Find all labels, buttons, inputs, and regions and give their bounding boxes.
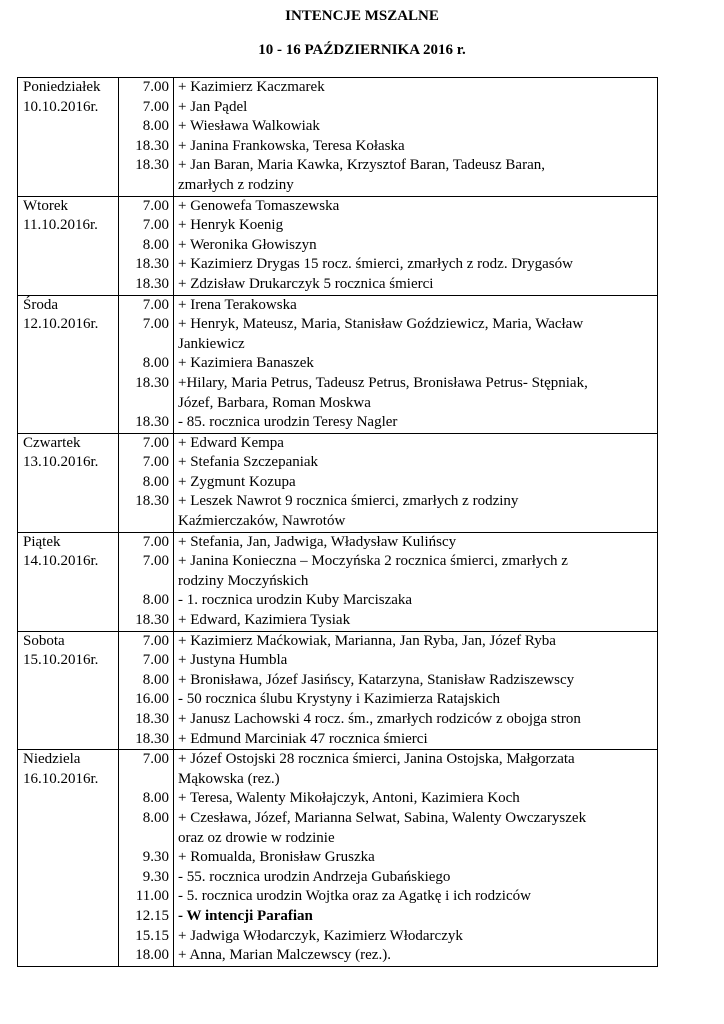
day-row [18,196,658,295]
day-row [18,631,658,750]
intention-text: - 55. rocznica urodzin Andrzeja Gubańskiego [178,868,451,885]
day-date: 16.10.2016r. [23,770,99,787]
day-cell [18,532,119,631]
mass-time: 8.00 [142,118,169,135]
mass-time: 18.00 [135,947,169,964]
day-date: 10.10.2016r. [23,98,99,115]
intention-text: - 1. rocznica urodzin Kuby Marciszaka [178,592,413,609]
intention-text: + Edward, Kazimiera Tysiak [178,612,351,629]
intention-text: + Henryk, Mateusz, Maria, Stanisław Goździewicz, Maria, Wacław [178,316,584,333]
mass-time: 18.30 [135,137,169,154]
day-name: Czwartek [23,434,81,451]
intention-text: - W intencji Parafian [178,907,313,924]
intention-text: + Janusz Lachowski 4 rocz. śm., zmarłych rodziców z obojga stron [178,711,581,727]
times-cell [119,196,174,295]
mass-time: 7.00 [142,217,169,234]
day-name: Wtorek [23,197,68,214]
mass-time: 18.30 [135,275,169,292]
mass-time: 7.00 [142,454,169,471]
mass-time: 7.00 [142,296,169,313]
time-spacer [119,829,169,849]
day-cell [18,631,119,750]
intention-text: Mąkowska (rez.) [178,770,280,787]
mass-time: 9.30 [142,868,169,885]
intention-text: + Bronisława, Józef Jasińscy, Katarzyna, Stanisław Radziszewscy [178,671,575,688]
time-spacer [119,335,169,355]
intention-text: + Stefania Szczepaniak [178,454,319,471]
intention-text: + Henryk Koenig [178,217,284,234]
times-cell [119,295,174,433]
intention-text: Kaźmierczaków, Nawrotów [178,513,346,530]
time-spacer [119,394,169,414]
mass-intentions-table [17,77,658,967]
day-row [18,532,658,631]
mass-time: 7.00 [142,98,169,115]
day-cell [18,196,119,295]
mass-time: 18.30 [135,256,169,273]
day-date: 12.10.2016r. [23,316,99,333]
intention-text: + Janina Konieczna – Moczyńska 2 rocznica śmierci, zmarłych z [178,553,568,570]
times-cell [119,78,174,197]
intention-text: + Jadwiga Włodarczyk, Kazimierz Włodarczyk [178,927,463,944]
day-cell [18,295,119,433]
intention-text: + Leszek Nawrot 9 rocznica śmierci, zmarłych z rodziny [178,493,519,510]
intention-text: - 50 rocznica ślubu Krystyny i Kazimierza Ratajskich [178,691,500,708]
intentions-cell [174,433,658,532]
intention-text: + Józef Ostojski 28 rocznica śmierci, Janina Ostojska, Małgorzata [178,751,575,768]
mass-time: 8.00 [142,592,169,609]
intentions-cell [174,532,658,631]
intention-text: +Hilary, Maria Petrus, Tadeusz Petrus, Bronisława Petrus- Stępniak, [178,374,588,391]
mass-time: 18.30 [135,414,169,431]
day-row [18,295,658,433]
mass-time: 16.00 [135,691,169,708]
intention-text: + Jan Pądel [178,98,248,115]
mass-time: 8.00 [142,473,169,490]
document-subtitle: 10 - 16 PAŹDZIERNIKA 2016 r. [258,42,466,58]
intention-text: + Kazimierz Maćkowiak, Marianna, Jan Ryba, Jan, Józef Ryba [178,632,556,649]
day-cell [18,750,119,967]
day-cell [18,78,119,197]
intention-text: - 5. rocznica urodzin Wojtka oraz za Agatkę i ich rodziców [178,888,531,905]
mass-time: 7.00 [142,533,169,550]
mass-time: 7.00 [142,197,169,214]
mass-time: 8.00 [142,790,169,807]
day-row [18,750,658,967]
mass-time: 7.00 [142,79,169,95]
day-name: Sobota [23,632,65,649]
mass-time: 7.00 [142,652,169,669]
intention-text: + Edward Kempa [178,434,284,451]
mass-time: 18.30 [135,711,169,727]
intention-text: rodziny Moczyńskich [178,572,309,589]
intention-text: + Kazimierz Drygas 15 rocz. śmierci, zmarłych z rodz. Drygasów [178,256,573,273]
intention-text: + Janina Frankowska, Teresa Kołaska [178,137,405,154]
day-row [18,433,658,532]
times-cell [119,750,174,967]
day-date: 11.10.2016r. [23,217,98,234]
mass-time: 18.30 [135,374,169,391]
intentions-cell [174,295,658,433]
times-cell [119,433,174,532]
mass-time: 18.30 [135,730,169,747]
times-cell [119,631,174,750]
intention-text: + Irena Terakowska [178,296,297,313]
intentions-cell [174,631,658,750]
intention-text: + Kazimiera Banaszek [178,355,314,372]
mass-time: 12.15 [135,907,169,924]
day-date: 13.10.2016r. [23,454,99,471]
intention-text: + Edmund Marciniak 47 rocznica śmierci [178,730,428,747]
day-name: Niedziela [23,751,81,768]
day-name: Poniedziałek [23,79,101,95]
intention-text: + Justyna Humbla [178,652,288,669]
intention-text: + Jan Baran, Maria Kawka, Krzysztof Baran, Tadeusz Baran, [178,157,545,174]
mass-time: 7.00 [142,751,169,768]
intention-text: + Stefania, Jan, Jadwiga, Władysław Kulińscy [178,533,457,550]
mass-time: 18.30 [135,493,169,510]
day-date: 15.10.2016r. [23,652,99,669]
intention-text: + Zygmunt Kozupa [178,473,296,490]
mass-time: 7.00 [142,434,169,451]
intention-text: + Weronika Głowiszyn [178,236,317,253]
times-cell [119,532,174,631]
mass-time: 8.00 [142,355,169,372]
time-spacer [119,512,169,532]
intention-text: + Anna, Marian Malczewscy (rez.). [178,947,391,964]
mass-time: 7.00 [142,316,169,333]
intention-text: + Zdzisław Drukarczyk 5 rocznica śmierci [178,275,434,292]
day-name: Piątek [23,533,61,550]
day-row [18,78,658,197]
time-spacer [119,176,169,196]
mass-time: 7.00 [142,632,169,649]
intention-text: - 85. rocznica urodzin Teresy Nagler [178,414,398,431]
day-name: Środa [23,296,58,313]
mass-time: 8.00 [142,809,169,826]
mass-time: 18.30 [135,157,169,174]
day-cell [18,433,119,532]
time-spacer [119,770,169,790]
mass-time: 8.00 [142,671,169,688]
intentions-cell [174,78,658,197]
intention-text: + Wiesława Walkowiak [178,118,320,135]
intention-text: + Romualda, Bronisław Gruszka [178,849,375,866]
intention-text: + Kazimierz Kaczmarek [178,79,325,95]
intentions-cell [174,750,658,967]
mass-time: 9.30 [142,849,169,866]
intention-text: + Teresa, Walenty Mikołajczyk, Antoni, Kazimiera Koch [178,790,520,807]
day-date: 14.10.2016r. [23,553,99,570]
intention-text: Jankiewicz [178,335,245,352]
time-spacer [119,572,169,592]
intention-text: + Genowefa Tomaszewska [178,197,340,214]
mass-time: 8.00 [142,236,169,253]
intention-text: Józef, Barbara, Roman Moskwa [178,394,371,411]
document-title: INTENCJE MSZALNE [285,8,439,24]
intention-text: oraz oz drowie w rodzinie [178,829,335,846]
intention-text: zmarłych z rodziny [178,176,294,193]
mass-time: 11.00 [135,888,169,905]
intentions-cell [174,196,658,295]
mass-time: 18.30 [135,612,169,629]
mass-time: 15.15 [135,927,169,944]
intention-text: + Czesława, Józef, Marianna Selwat, Sabina, Walenty Owczaryszek [178,809,587,826]
mass-time: 7.00 [142,553,169,570]
